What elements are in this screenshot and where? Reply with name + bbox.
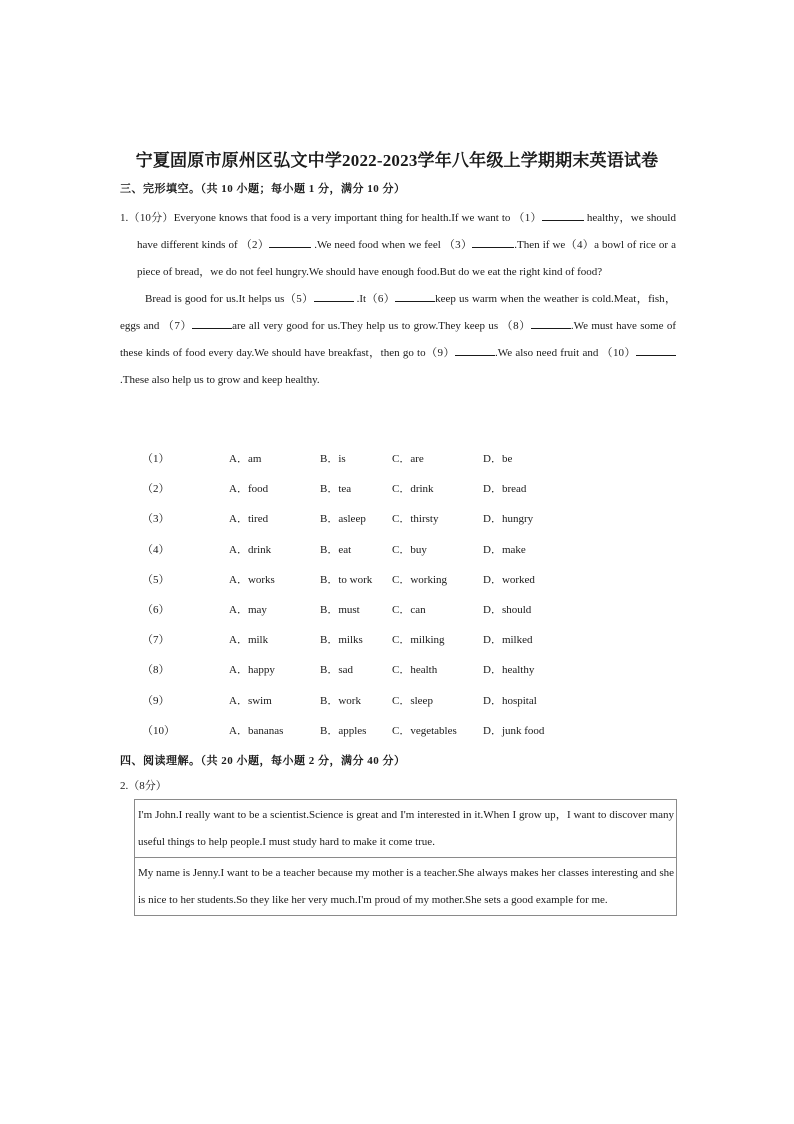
option-c: C．can xyxy=(392,603,426,616)
option-a: A．may xyxy=(229,603,267,616)
option-b: B．milks xyxy=(320,634,363,647)
option-c: C．sleep xyxy=(392,694,433,707)
option-number: （3） xyxy=(142,513,170,526)
option-d: D．make xyxy=(483,543,526,556)
option-number: （10） xyxy=(142,724,175,737)
option-row xyxy=(0,504,794,534)
page-title: 宁夏固原市原州区弘文中学2022-2023学年八年级上学期期末英语试卷 xyxy=(135,151,659,170)
option-b: B．to work xyxy=(320,573,373,586)
option-number: （4） xyxy=(142,543,170,556)
option-row xyxy=(0,444,794,474)
option-b: B．is xyxy=(320,453,346,465)
option-c: C．milking xyxy=(392,634,445,647)
option-b: B．eat xyxy=(320,543,352,556)
answer-blank xyxy=(455,344,495,356)
option-row xyxy=(0,595,794,625)
option-a: A．happy xyxy=(229,664,275,677)
option-number: （6） xyxy=(142,603,170,616)
option-a: A．swim xyxy=(229,694,272,707)
option-a: A．food xyxy=(229,483,269,496)
option-a: A．milk xyxy=(229,634,269,647)
answer-blank xyxy=(472,236,514,248)
option-a: A．am xyxy=(229,453,262,465)
option-c: C．vegetables xyxy=(392,724,457,737)
option-a: A．tired xyxy=(229,513,269,526)
option-row xyxy=(0,655,794,685)
option-number: （2） xyxy=(142,483,170,496)
option-d: D．hungry xyxy=(483,513,534,526)
answer-blank xyxy=(531,317,571,329)
option-b: B．tea xyxy=(320,483,352,496)
option-d: D．worked xyxy=(483,573,535,586)
reading-text-jenny: My name is Jenny.I want to be a teacher because my mother is a teacher.She always makes her classes interesting and she is nice to her students.So they like her very much.I'm proud of my mother.She sets a good example for me. xyxy=(135,857,676,915)
reading-text-john: I'm John.I really want to be a scientist.Science is great and I'm interested in it.When I grow up，I want to discover many useful things to help people.I must study hard to make it come true. xyxy=(138,809,674,848)
answer-blank xyxy=(395,290,435,302)
passage-paragraph-2: Bread is good for us.It helps us（5） .It（6） keep us warm when the weather is cold.Meat，fish，eggs and （7） are all very good for us.They help us to grow.They keep us （8） .We must have some of these kinds of food every day.We should have breakfast，then go to（9） .We also need fruit and （10）.These also help us to grow and keep healthy. xyxy=(120,286,676,394)
answer-blank xyxy=(269,236,311,248)
section-heading-reading: 四、阅读理解。（共 20 小题，每小题 2 分，满分 40 分） xyxy=(120,755,406,767)
reading-table xyxy=(134,799,677,916)
option-number: （5） xyxy=(142,573,170,586)
option-number: （1） xyxy=(142,453,170,465)
option-d: D．healthy xyxy=(483,664,535,677)
cloze-passage xyxy=(120,205,676,394)
option-d: D．bread xyxy=(483,483,527,496)
answer-blank xyxy=(542,209,584,221)
options-table xyxy=(0,444,794,746)
option-b: B．sad xyxy=(320,664,353,677)
question-label: 1.（10分） xyxy=(120,212,174,224)
option-c: C．drink xyxy=(392,483,434,496)
option-a: A．works xyxy=(229,573,275,586)
option-row xyxy=(0,686,794,716)
answer-blank xyxy=(192,317,232,329)
option-a: A．bananas xyxy=(229,724,284,737)
option-row xyxy=(0,565,794,595)
option-d: D．should xyxy=(483,603,532,616)
option-b: B．work xyxy=(320,694,361,707)
section-heading-cloze: 三、完形填空。（共 10 小题；每小题 1 分，满分 10 分） xyxy=(120,183,406,195)
option-b: B．asleep xyxy=(320,513,366,526)
option-b: B．must xyxy=(320,603,360,616)
option-d: D．milked xyxy=(483,634,533,647)
option-d: D．hospital xyxy=(483,694,537,707)
option-row xyxy=(0,535,794,565)
passage-paragraph-1: 1.（10分）Everyone knows that food is a very important thing for health.If we want to （1） healthy，we should have different kinds of （2） .We need food when we feel （3） .Then if we（4）a bowl of rice or a piece of bread，we do not feel hungry.We should have enough food.But do we eat the right kind of food? xyxy=(120,205,676,286)
option-row xyxy=(0,474,794,504)
option-number: （9） xyxy=(142,694,170,707)
option-row xyxy=(0,716,794,746)
option-c: C．are xyxy=(392,453,424,465)
option-c: C．working xyxy=(392,573,447,586)
question-label: 2.（8分） xyxy=(120,780,167,792)
answer-blank xyxy=(636,344,676,356)
option-a: A．drink xyxy=(229,543,272,556)
option-number: （7） xyxy=(142,634,170,647)
option-c: C．thirsty xyxy=(392,513,439,526)
option-c: C．buy xyxy=(392,543,427,556)
answer-blank xyxy=(314,290,354,302)
option-c: C．health xyxy=(392,664,438,677)
option-number: （8） xyxy=(142,664,170,677)
option-row xyxy=(0,625,794,655)
option-b: B．apples xyxy=(320,724,367,737)
option-d: D．junk food xyxy=(483,724,545,737)
option-d: D．be xyxy=(483,453,513,465)
